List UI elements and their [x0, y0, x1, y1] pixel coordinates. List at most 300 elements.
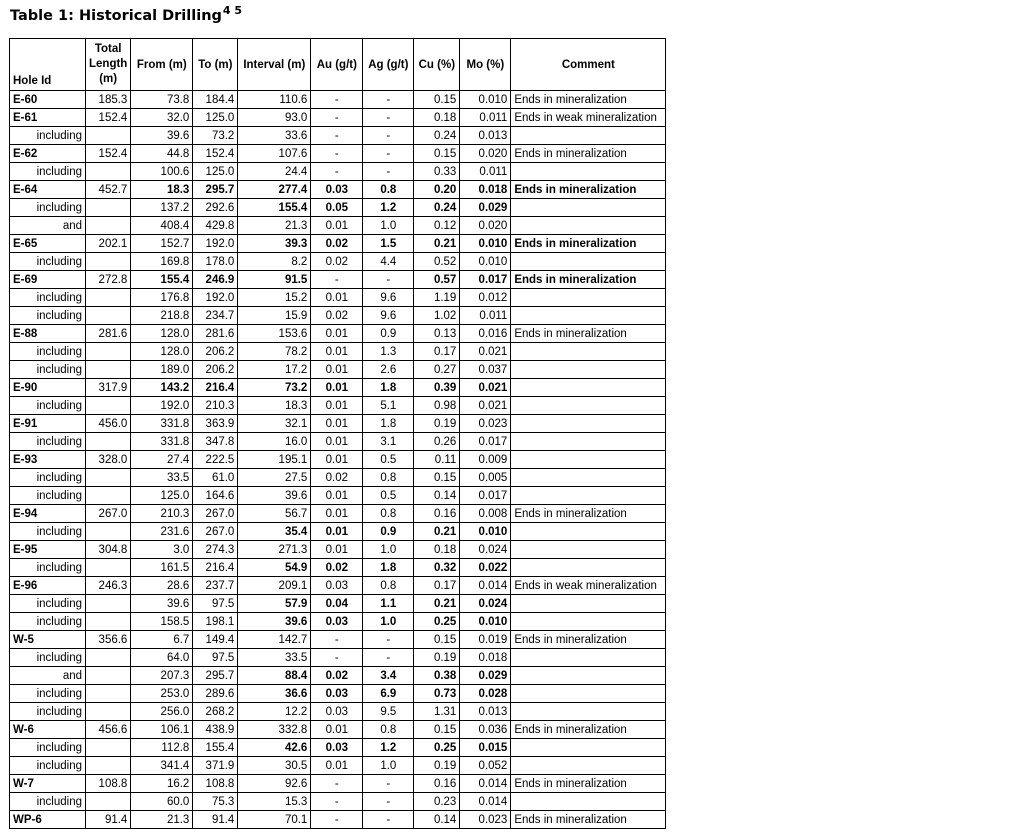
cell-total-length [86, 433, 131, 451]
cell-total-length: 91.4 [86, 811, 131, 829]
cell-from: 231.6 [131, 523, 193, 541]
cell-mo: 0.021 [460, 379, 511, 397]
cell-interval: 88.4 [238, 667, 311, 685]
cell-mo: 0.014 [460, 775, 511, 793]
cell-from: 128.0 [131, 325, 193, 343]
cell-cu: 1.19 [414, 289, 460, 307]
cell-interval: 12.2 [238, 703, 311, 721]
cell-hole-id: including [10, 487, 86, 505]
cell-hole-id: E-88 [10, 325, 86, 343]
cell-to: 216.4 [193, 379, 238, 397]
table-row [10, 307, 666, 325]
cell-cu: 0.21 [414, 595, 460, 613]
cell-cu: 0.98 [414, 397, 460, 415]
table-header-row [10, 39, 666, 91]
cell-ag: 1.8 [363, 559, 414, 577]
cell-comment: Ends in mineralization [511, 721, 666, 739]
cell-mo: 0.017 [460, 487, 511, 505]
table-row [10, 343, 666, 361]
cell-au: 0.05 [311, 199, 363, 217]
cell-cu: 0.15 [414, 145, 460, 163]
table-row [10, 127, 666, 145]
cell-hole-id: including [10, 757, 86, 775]
cell-mo: 0.011 [460, 307, 511, 325]
cell-interval: 93.0 [238, 109, 311, 127]
cell-to: 164.6 [193, 487, 238, 505]
table-body [10, 91, 666, 829]
table-row [10, 91, 666, 109]
cell-total-length [86, 739, 131, 757]
cell-ag: 0.8 [363, 577, 414, 595]
cell-interval: 42.6 [238, 739, 311, 757]
cell-from: 73.8 [131, 91, 193, 109]
cell-au: 0.03 [311, 577, 363, 595]
cell-to: 295.7 [193, 667, 238, 685]
historical-drilling-table [9, 38, 666, 829]
cell-from: 253.0 [131, 685, 193, 703]
table-row [10, 199, 666, 217]
cell-to: 438.9 [193, 721, 238, 739]
cell-ag: - [363, 109, 414, 127]
table-row [10, 433, 666, 451]
cell-mo: 0.010 [460, 253, 511, 271]
cell-ag: 1.8 [363, 379, 414, 397]
cell-to: 234.7 [193, 307, 238, 325]
cell-au: 0.04 [311, 595, 363, 613]
cell-au: 0.01 [311, 451, 363, 469]
cell-cu: 0.26 [414, 433, 460, 451]
cell-from: 143.2 [131, 379, 193, 397]
cell-total-length: 246.3 [86, 577, 131, 595]
cell-cu: 0.18 [414, 109, 460, 127]
cell-mo: 0.037 [460, 361, 511, 379]
cell-to: 222.5 [193, 451, 238, 469]
table-row [10, 559, 666, 577]
cell-interval: 107.6 [238, 145, 311, 163]
cell-total-length: 304.8 [86, 541, 131, 559]
cell-cu: 0.17 [414, 343, 460, 361]
cell-ag: 1.1 [363, 595, 414, 613]
cell-to: 429.8 [193, 217, 238, 235]
cell-total-length [86, 469, 131, 487]
cell-cu: 0.21 [414, 235, 460, 253]
table-row [10, 721, 666, 739]
table-row [10, 469, 666, 487]
header-total-length-line2: Length [89, 58, 128, 70]
cell-cu: 0.25 [414, 739, 460, 757]
cell-total-length [86, 757, 131, 775]
cell-interval: 27.5 [238, 469, 311, 487]
cell-ag: - [363, 163, 414, 181]
cell-comment [511, 433, 666, 451]
cell-total-length [86, 127, 131, 145]
cell-total-length: 317.9 [86, 379, 131, 397]
cell-cu: 0.18 [414, 541, 460, 559]
cell-comment [511, 379, 666, 397]
cell-cu: 0.13 [414, 325, 460, 343]
cell-au: 0.01 [311, 523, 363, 541]
cell-interval: 16.0 [238, 433, 311, 451]
cell-to: 292.6 [193, 199, 238, 217]
cell-au: 0.01 [311, 343, 363, 361]
cell-ag: 0.8 [363, 721, 414, 739]
header-interval: Interval (m) [238, 39, 311, 91]
page-title [10, 4, 242, 24]
cell-interval: 155.4 [238, 199, 311, 217]
cell-to: 363.9 [193, 415, 238, 433]
table-row [10, 649, 666, 667]
cell-comment [511, 595, 666, 613]
cell-from: 28.6 [131, 577, 193, 595]
cell-hole-id: including [10, 469, 86, 487]
cell-to: 97.5 [193, 649, 238, 667]
cell-mo: 0.018 [460, 649, 511, 667]
table-row [10, 703, 666, 721]
cell-cu: 0.15 [414, 91, 460, 109]
table-row [10, 253, 666, 271]
cell-mo: 0.021 [460, 343, 511, 361]
cell-to: 97.5 [193, 595, 238, 613]
header-au: Au (g/t) [311, 39, 363, 91]
table-row [10, 181, 666, 199]
cell-mo: 0.013 [460, 703, 511, 721]
cell-cu: 0.20 [414, 181, 460, 199]
cell-from: 39.6 [131, 595, 193, 613]
header-total-length-line1: Total [94, 43, 122, 55]
cell-interval: 33.6 [238, 127, 311, 145]
cell-hole-id: E-69 [10, 271, 86, 289]
cell-total-length [86, 793, 131, 811]
cell-from: 331.8 [131, 415, 193, 433]
cell-ag: 5.1 [363, 397, 414, 415]
table-row [10, 235, 666, 253]
cell-ag: - [363, 271, 414, 289]
cell-from: 155.4 [131, 271, 193, 289]
cell-cu: 0.24 [414, 127, 460, 145]
cell-mo: 0.024 [460, 541, 511, 559]
cell-total-length [86, 595, 131, 613]
cell-mo: 0.010 [460, 523, 511, 541]
cell-from: 3.0 [131, 541, 193, 559]
cell-from: 210.3 [131, 505, 193, 523]
cell-cu: 0.17 [414, 577, 460, 595]
cell-interval: 39.3 [238, 235, 311, 253]
cell-ag: 3.1 [363, 433, 414, 451]
cell-ag: - [363, 91, 414, 109]
title-text: Table 1: Historical Drilling [10, 8, 222, 24]
cell-mo: 0.020 [460, 145, 511, 163]
cell-mo: 0.014 [460, 793, 511, 811]
cell-ag: 0.9 [363, 523, 414, 541]
cell-total-length [86, 217, 131, 235]
cell-hole-id: E-94 [10, 505, 86, 523]
cell-hole-id: including [10, 253, 86, 271]
cell-hole-id: W-6 [10, 721, 86, 739]
cell-total-length: 185.3 [86, 91, 131, 109]
cell-ag: 1.8 [363, 415, 414, 433]
cell-to: 152.4 [193, 145, 238, 163]
cell-to: 267.0 [193, 505, 238, 523]
cell-ag: 1.5 [363, 235, 414, 253]
cell-interval: 35.4 [238, 523, 311, 541]
cell-ag: 1.2 [363, 199, 414, 217]
cell-ag: 1.0 [363, 757, 414, 775]
cell-total-length [86, 667, 131, 685]
cell-to: 108.8 [193, 775, 238, 793]
cell-hole-id: including [10, 343, 86, 361]
table-row [10, 631, 666, 649]
cell-from: 32.0 [131, 109, 193, 127]
cell-interval: 73.2 [238, 379, 311, 397]
cell-comment [511, 523, 666, 541]
cell-cu: 0.27 [414, 361, 460, 379]
cell-hole-id: including [10, 685, 86, 703]
table-row [10, 379, 666, 397]
cell-total-length [86, 199, 131, 217]
cell-total-length [86, 523, 131, 541]
cell-total-length [86, 613, 131, 631]
cell-mo: 0.022 [460, 559, 511, 577]
cell-to: 91.4 [193, 811, 238, 829]
cell-au: 0.01 [311, 361, 363, 379]
cell-mo: 0.024 [460, 595, 511, 613]
cell-to: 73.2 [193, 127, 238, 145]
cell-hole-id: E-61 [10, 109, 86, 127]
cell-au: 0.02 [311, 667, 363, 685]
cell-from: 169.8 [131, 253, 193, 271]
header-hole-id: Hole Id [10, 39, 86, 91]
cell-hole-id: including [10, 307, 86, 325]
cell-total-length [86, 703, 131, 721]
cell-mo: 0.023 [460, 415, 511, 433]
cell-total-length: 356.6 [86, 631, 131, 649]
cell-comment [511, 397, 666, 415]
table-row [10, 397, 666, 415]
cell-comment [511, 541, 666, 559]
cell-total-length: 456.6 [86, 721, 131, 739]
cell-to: 155.4 [193, 739, 238, 757]
cell-mo: 0.021 [460, 397, 511, 415]
cell-hole-id: E-64 [10, 181, 86, 199]
cell-au: 0.01 [311, 325, 363, 343]
cell-hole-id: including [10, 613, 86, 631]
cell-from: 60.0 [131, 793, 193, 811]
table-row [10, 325, 666, 343]
cell-comment [511, 163, 666, 181]
cell-cu: 0.52 [414, 253, 460, 271]
cell-interval: 15.9 [238, 307, 311, 325]
cell-comment [511, 613, 666, 631]
cell-hole-id: E-90 [10, 379, 86, 397]
cell-mo: 0.036 [460, 721, 511, 739]
cell-comment [511, 343, 666, 361]
cell-au: - [311, 271, 363, 289]
cell-comment [511, 793, 666, 811]
cell-comment [511, 127, 666, 145]
cell-hole-id: including [10, 523, 86, 541]
cell-cu: 0.15 [414, 469, 460, 487]
table-row [10, 163, 666, 181]
cell-interval: 209.1 [238, 577, 311, 595]
cell-mo: 0.018 [460, 181, 511, 199]
cell-cu: 0.11 [414, 451, 460, 469]
cell-mo: 0.016 [460, 325, 511, 343]
cell-interval: 21.3 [238, 217, 311, 235]
cell-total-length [86, 685, 131, 703]
cell-to: 192.0 [193, 289, 238, 307]
header-mo: Mo (%) [460, 39, 511, 91]
cell-ag: 3.4 [363, 667, 414, 685]
table-row [10, 289, 666, 307]
cell-from: 152.7 [131, 235, 193, 253]
cell-total-length: 152.4 [86, 109, 131, 127]
table-row [10, 577, 666, 595]
table-row [10, 361, 666, 379]
cell-cu: 0.16 [414, 775, 460, 793]
cell-au: 0.01 [311, 415, 363, 433]
table-row [10, 775, 666, 793]
cell-interval: 24.4 [238, 163, 311, 181]
table-row [10, 487, 666, 505]
cell-hole-id: W-5 [10, 631, 86, 649]
cell-interval: 39.6 [238, 487, 311, 505]
table-row [10, 271, 666, 289]
cell-comment: Ends in mineralization [511, 91, 666, 109]
cell-hole-id: E-60 [10, 91, 86, 109]
cell-au: 0.03 [311, 685, 363, 703]
cell-to: 274.3 [193, 541, 238, 559]
cell-au: - [311, 91, 363, 109]
cell-au: 0.02 [311, 307, 363, 325]
cell-interval: 30.5 [238, 757, 311, 775]
cell-interval: 78.2 [238, 343, 311, 361]
cell-to: 206.2 [193, 343, 238, 361]
cell-total-length: 272.8 [86, 271, 131, 289]
cell-interval: 153.6 [238, 325, 311, 343]
cell-ag: 9.6 [363, 289, 414, 307]
cell-from: 192.0 [131, 397, 193, 415]
cell-hole-id: including [10, 397, 86, 415]
cell-total-length [86, 361, 131, 379]
table-row [10, 217, 666, 235]
cell-total-length: 267.0 [86, 505, 131, 523]
cell-total-length [86, 487, 131, 505]
cell-total-length [86, 397, 131, 415]
cell-au: - [311, 127, 363, 145]
table-row [10, 739, 666, 757]
cell-comment: Ends in mineralization [511, 145, 666, 163]
cell-mo: 0.011 [460, 163, 511, 181]
cell-hole-id: including [10, 163, 86, 181]
cell-cu: 0.15 [414, 631, 460, 649]
cell-from: 106.1 [131, 721, 193, 739]
cell-comment [511, 487, 666, 505]
cell-interval: 277.4 [238, 181, 311, 199]
cell-interval: 15.2 [238, 289, 311, 307]
cell-au: - [311, 145, 363, 163]
cell-cu: 0.24 [414, 199, 460, 217]
cell-cu: 0.25 [414, 613, 460, 631]
cell-hole-id: E-96 [10, 577, 86, 595]
cell-total-length: 328.0 [86, 451, 131, 469]
cell-ag: 2.6 [363, 361, 414, 379]
cell-to: 125.0 [193, 109, 238, 127]
cell-from: 64.0 [131, 649, 193, 667]
cell-mo: 0.005 [460, 469, 511, 487]
cell-to: 216.4 [193, 559, 238, 577]
cell-to: 198.1 [193, 613, 238, 631]
header-from: From (m) [131, 39, 193, 91]
cell-to: 75.3 [193, 793, 238, 811]
cell-interval: 195.1 [238, 451, 311, 469]
header-comment: Comment [511, 39, 666, 91]
cell-au: 0.02 [311, 559, 363, 577]
cell-ag: 0.8 [363, 469, 414, 487]
cell-ag: - [363, 811, 414, 829]
cell-from: 100.6 [131, 163, 193, 181]
cell-to: 192.0 [193, 235, 238, 253]
cell-to: 210.3 [193, 397, 238, 415]
cell-from: 161.5 [131, 559, 193, 577]
cell-comment [511, 703, 666, 721]
cell-cu: 0.19 [414, 415, 460, 433]
cell-au: - [311, 163, 363, 181]
header-ag: Ag (g/t) [363, 39, 414, 91]
cell-mo: 0.010 [460, 235, 511, 253]
cell-ag: 0.8 [363, 505, 414, 523]
cell-from: 27.4 [131, 451, 193, 469]
cell-comment: Ends in mineralization [511, 631, 666, 649]
cell-au: 0.02 [311, 253, 363, 271]
cell-from: 256.0 [131, 703, 193, 721]
cell-mo: 0.014 [460, 577, 511, 595]
cell-au: 0.01 [311, 541, 363, 559]
cell-ag: - [363, 631, 414, 649]
cell-comment [511, 757, 666, 775]
cell-au: 0.02 [311, 469, 363, 487]
table-row [10, 595, 666, 613]
table-row [10, 505, 666, 523]
cell-comment [511, 307, 666, 325]
cell-comment: Ends in mineralization [511, 505, 666, 523]
cell-comment: Ends in mineralization [511, 775, 666, 793]
cell-comment [511, 217, 666, 235]
cell-au: 0.01 [311, 379, 363, 397]
cell-au: 0.01 [311, 289, 363, 307]
cell-total-length [86, 343, 131, 361]
cell-mo: 0.029 [460, 199, 511, 217]
cell-au: 0.01 [311, 757, 363, 775]
cell-mo: 0.010 [460, 613, 511, 631]
cell-comment: Ends in mineralization [511, 181, 666, 199]
cell-interval: 8.2 [238, 253, 311, 271]
cell-from: 21.3 [131, 811, 193, 829]
cell-hole-id: including [10, 199, 86, 217]
cell-comment [511, 361, 666, 379]
cell-cu: 0.14 [414, 487, 460, 505]
cell-from: 341.4 [131, 757, 193, 775]
cell-from: 408.4 [131, 217, 193, 235]
cell-au: 0.03 [311, 739, 363, 757]
cell-interval: 70.1 [238, 811, 311, 829]
cell-hole-id: and [10, 217, 86, 235]
cell-mo: 0.020 [460, 217, 511, 235]
cell-comment [511, 739, 666, 757]
cell-cu: 1.02 [414, 307, 460, 325]
cell-au: 0.01 [311, 217, 363, 235]
cell-cu: 0.33 [414, 163, 460, 181]
cell-from: 112.8 [131, 739, 193, 757]
